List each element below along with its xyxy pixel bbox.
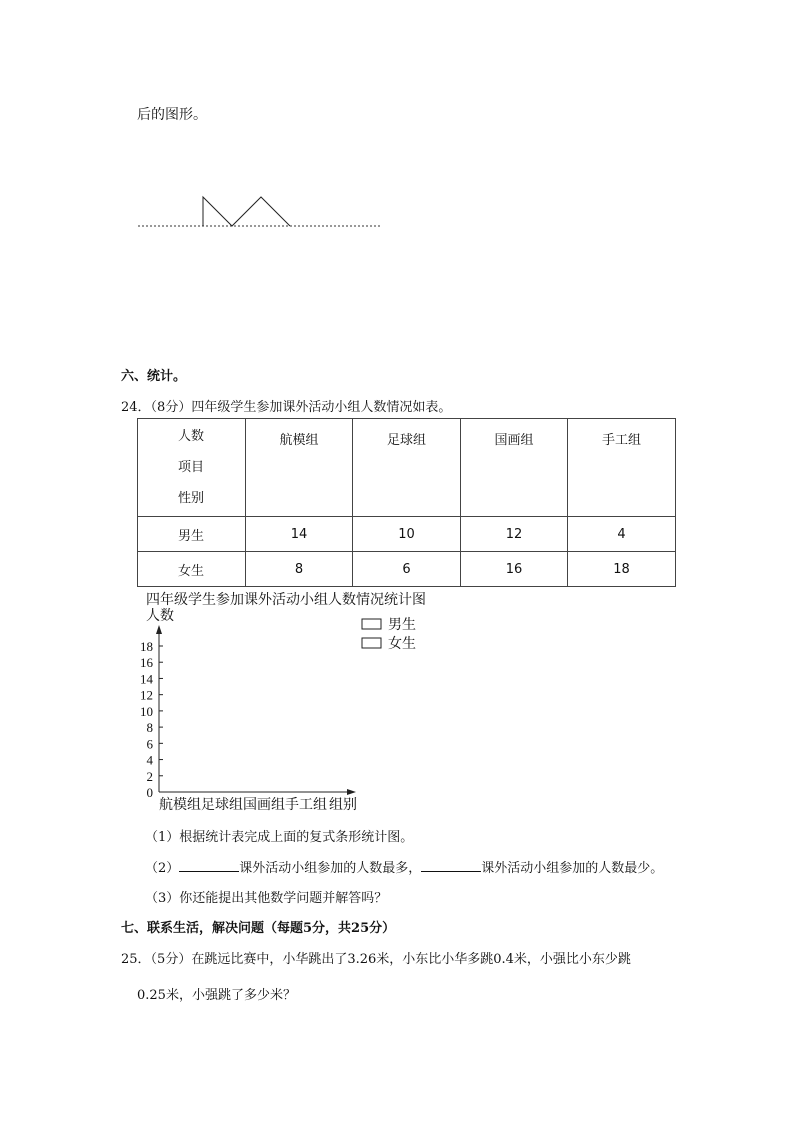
table-row	[138, 552, 676, 587]
question-25-line1: 25．（5分）在跳远比赛中，小华跳出了3.26米，小东比小华多跳0.4米，小强比小东少跳	[121, 952, 631, 967]
table-cell: 8	[246, 552, 353, 587]
y-tick-label: 18	[140, 639, 153, 654]
x-category-label: 国画组	[243, 798, 285, 813]
x-category-label: 足球组	[201, 798, 243, 813]
column-header: 航模组	[246, 419, 353, 517]
section-seven-title: 七、联系生活，解决问题（每题5分，共25分）	[121, 921, 396, 936]
y-tick-label: 4	[146, 752, 153, 768]
continuation-text: 后的图形。	[137, 107, 207, 123]
table-header-row	[138, 419, 676, 517]
sub-question-2	[145, 857, 663, 876]
question-24-prompt: 24．（8分）四年级学生参加课外活动小组人数情况如表。	[121, 400, 452, 415]
x-category-label: 航模组	[159, 798, 201, 813]
y-tick-label: 14	[140, 671, 153, 687]
y-tick-label: 8	[146, 720, 153, 736]
y-tick-label: 0	[146, 785, 153, 800]
table-cell: 18	[568, 552, 676, 587]
shape-figure	[130, 190, 390, 235]
sub-question-2-text-most: 课外活动小组参加的人数最多，	[239, 861, 422, 876]
y-tick-label: 12	[140, 687, 153, 703]
y-axis-ticks	[140, 639, 163, 800]
x-category-label: 手工组	[285, 798, 327, 813]
table-cell: 10	[353, 517, 461, 552]
corner-label-gender: 性别	[178, 491, 205, 506]
table-cell: 14	[246, 517, 353, 552]
y-tick-label: 16	[140, 655, 153, 671]
legend-swatch	[362, 619, 381, 629]
row-label: 女生	[138, 552, 246, 587]
y-tick-label: 2	[146, 768, 153, 784]
table-row	[138, 517, 676, 552]
sub-question-3: （3）你还能提出其他数学问题并解答吗？	[145, 891, 388, 906]
chart-title: 四年级学生参加课外活动小组人数情况统计图	[146, 593, 426, 608]
corner-label-item: 项目	[178, 460, 205, 475]
legend-swatch	[362, 638, 381, 648]
section-six-title: 六、统计。	[121, 369, 187, 384]
legend-label: 男生	[388, 618, 416, 633]
stats-table	[137, 418, 676, 587]
column-header: 手工组	[568, 419, 676, 517]
question-25-line2: 0.25米，小强跳了多少米？	[137, 988, 296, 1003]
table-cell: 4	[568, 517, 676, 552]
x-axis-arrow	[347, 789, 356, 795]
answer-blank-least[interactable]	[421, 859, 481, 872]
y-tick-label: 10	[140, 703, 153, 719]
row-label: 男生	[138, 517, 246, 552]
table-cell: 6	[353, 552, 461, 587]
x-axis-labels	[159, 796, 357, 813]
table-cell: 12	[461, 517, 568, 552]
sub-question-2-text-least: 课外活动小组参加的人数最少。	[481, 861, 664, 876]
bar-chart-blank	[120, 588, 440, 818]
triangle-shapes	[203, 197, 290, 226]
column-header: 足球组	[353, 419, 461, 517]
sub-question-1: （1）根据统计表完成上面的复式条形统计图。	[145, 830, 414, 845]
table-cell: 16	[461, 552, 568, 587]
chart-legend	[362, 616, 416, 652]
legend-label: 女生	[388, 637, 416, 652]
column-header: 国画组	[461, 419, 568, 517]
table-corner-cell	[138, 419, 246, 517]
y-axis-label: 人数	[146, 609, 174, 624]
sub-question-2-number: （2）	[145, 861, 180, 876]
y-tick-label: 6	[146, 736, 153, 752]
answer-blank-most[interactable]	[179, 859, 239, 872]
x-axis-label: 组别	[329, 798, 357, 813]
corner-label-count: 人数	[178, 429, 205, 444]
y-axis-arrow	[156, 625, 162, 634]
